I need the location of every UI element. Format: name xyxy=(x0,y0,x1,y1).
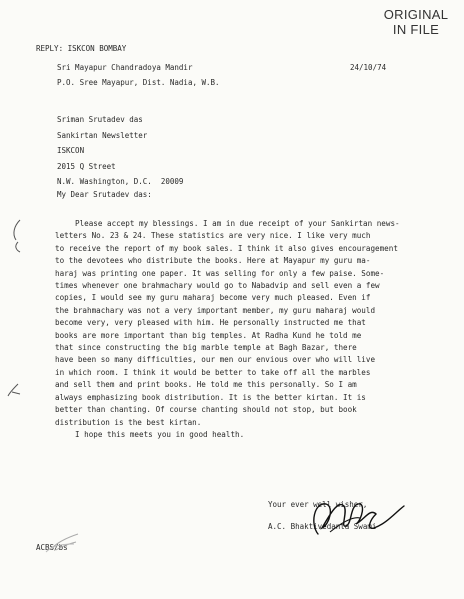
body-line: and sell them and print books. He told me this personally. So I am xyxy=(55,380,357,390)
body-line: that since constructing the big marble temple at Bagh Bazar, there xyxy=(55,343,357,353)
body-line: the brahmachary was not a very important member, my guru maharaj would xyxy=(55,305,376,315)
body-line: distribution is the best kirtan. xyxy=(55,417,202,427)
margin-pencil-mark xyxy=(6,218,28,254)
recipient-name: Sriman Srutadev das xyxy=(57,115,143,124)
handwritten-signature xyxy=(300,494,410,542)
closing-line: Your ever well wisher, xyxy=(268,500,368,509)
body-line: to receive the report of my book sales. I think it also gives encouragement xyxy=(55,243,398,253)
signatory-name: A.C. Bhaktivedanta Swami xyxy=(268,522,377,531)
body-line: I hope this meets you in good health. xyxy=(75,429,245,439)
stamp-line-2: IN FILE xyxy=(392,22,440,37)
margin-pencil-mark xyxy=(4,382,26,400)
body-line: copies, I would see my guru maharaj become very much pleased. Even if xyxy=(55,293,371,303)
recipient-org2: ISKCON xyxy=(57,146,85,155)
sender-line-2: P.O. Sree Mayapur, Dist. Nadia, W.B. xyxy=(57,78,220,87)
body-line: in which room. I think it would be better to take off all the marbles xyxy=(55,367,371,377)
salutation: My Dear Srutadev das: xyxy=(57,190,152,199)
stamp-line-1: ORIGINAL xyxy=(383,7,449,22)
body-line: letters No. 23 & 24. These statistics are very nice. I like very much xyxy=(55,231,371,241)
body-line: always emphasizing book distribution. It is the better kirtan. It is xyxy=(55,392,366,402)
body-line: become very, very pleased with him. He personally instructed me that xyxy=(55,318,366,328)
letter-date: 24/10/74 xyxy=(350,63,387,72)
sender-line-1: Sri Mayapur Chandradoya Mandir xyxy=(57,63,193,72)
body-line: books are more important than big temples. At Radha Kund he told me xyxy=(55,330,362,340)
body-line: better than chanting. Of course chanting should not stop, but book xyxy=(55,405,357,415)
original-in-file-stamp xyxy=(376,7,456,37)
body-line: to the devotees who distribute the books. Here at Mayapur my guru ma- xyxy=(55,256,371,266)
faint-stamp-mark xyxy=(44,540,78,556)
typist-initials: ACBS/bs xyxy=(36,543,68,552)
body-line: haraj was printing one paper. It was selling for only a few paise. Some- xyxy=(55,268,385,278)
reply-to-line: REPLY: ISKCON BOMBAY xyxy=(36,44,127,53)
body-line: Please accept my blessings. I am in due receipt of your Sankirtan news- xyxy=(75,219,400,228)
recipient-org: Sankirtan Newsletter xyxy=(57,131,148,140)
recipient-city: N.W. Washington, D.C. 20009 xyxy=(57,177,184,186)
letter-body xyxy=(55,218,455,441)
body-line: times whenever one brahmachary would go to Nabadvip and sell even a few xyxy=(55,281,380,291)
recipient-street: 2015 Q Street xyxy=(57,162,116,171)
body-line: have been so many difficulties, our men our envious over who will live xyxy=(55,355,376,365)
